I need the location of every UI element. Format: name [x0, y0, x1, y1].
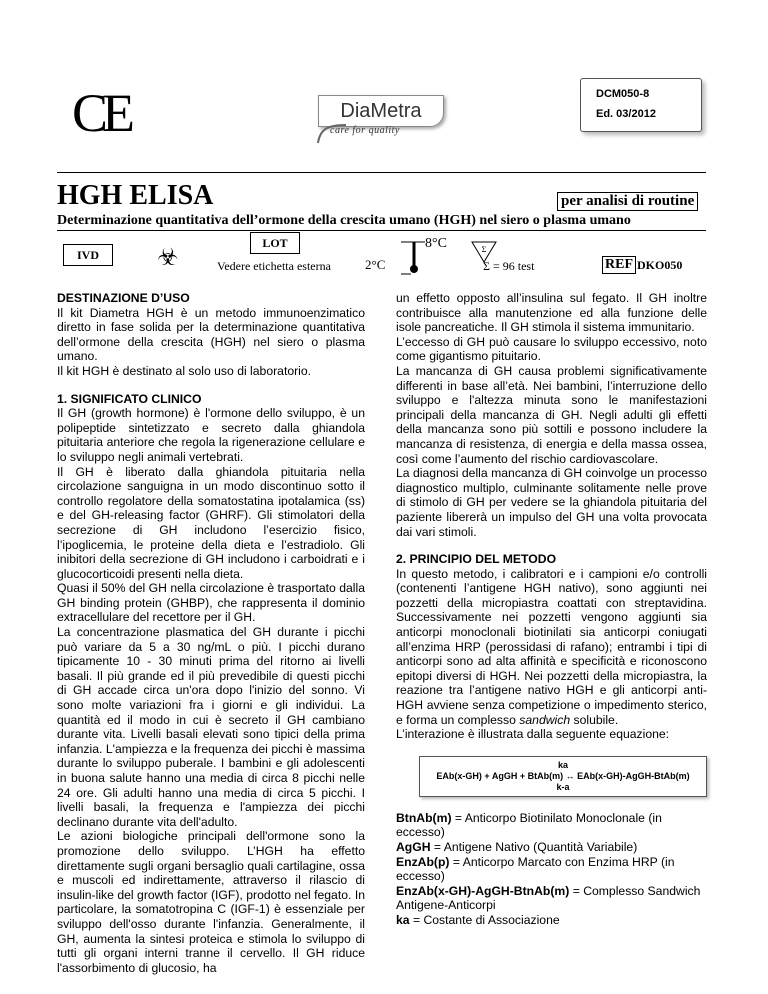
doc-edition: Ed. 03/2012 [596, 108, 656, 120]
legend-def: = Anticorpo Marcato con Enzima HRP (in eccesso) [396, 854, 675, 884]
page-title: HGH ELISA [57, 180, 214, 211]
paragraph: Le azioni biologiche principali dell'ormone sono la promozione dello sviluppo. L’HGH ha effetto direttamente sugli organi bersaglio quali cartilagine, ossa e muscoli ed indirettamente, attraverso il rilascio di insulin-like del growth factor (IGF), prodotto nel fegato. In particolare, la somatotropina C (IGF-1) è essenziale per sviluppo dell'osso durante l'infanzia. Generalmente, il GH, aumenta la sintesi proteica e stimola lo sviluppo di tutti gli organi interni tranne il cervello. Il GH riduce l'assorbimento di glucosio, ha [57, 829, 365, 975]
right-column [396, 291, 707, 928]
left-column [57, 291, 365, 975]
paragraph: La mancanza di GH causa problemi significativamente differenti in base all’età. Nei bambini, l’interruzione dello sviluppo e l'altezza minuta sono le manifestazioni principali della mancanza di GH. Negli adulti gli effetti della mancanza sono più sottili e possono includere la mancanza di resistenza, di energia e della massa ossea, così come l’aumento del rischio cardiovascolare. [396, 363, 707, 466]
equation-k-a: k-a [556, 781, 570, 792]
lot-caption: Vedere etichetta esterna [217, 259, 331, 273]
doc-code: DCM050-8 [596, 88, 650, 100]
logo-name: DiaMetra [318, 95, 444, 127]
equation-box [419, 756, 707, 797]
legend-term: EnzAb(x-GH)-AgGH-BtnAb(m) [396, 883, 570, 898]
ref-code: DKO050 [637, 258, 683, 272]
paragraph: Il kit Diametra HGH è un metodo immunoenzimatico diretto in fase solida per la determinazione quantitativa dell’ormone della crescita (HGH) nel siero o plasma umano. [57, 305, 365, 364]
text-run: In questo metodo, i calibratori e i campioni e/o controlli (contenenti l’antigene HGH nativo), sono aggiunti nei pozzetti della micropiastra coattati con streptavidina. Successivamente nei pozzetti vengono aggiunti sia anticorpi monoclonali biotinilati sia anticorpi coniugati all’enzima HRP (perossidasi di rafano); entrambi i tipi di anticorpi sono ad alta affinità e specificità e riconoscono epitopi diversi di HGH. Nei pozzetti della micropiastra, la reazione tra l’antigene nativo HGH e gli anticorpi anti-HGH avviene senza competizione o impedimento sterico, e forma un complesso [396, 566, 707, 727]
section-title-clinical-significance: 1. SIGNIFICATO CLINICO [57, 391, 202, 406]
legend-term: EnzAb(p) [396, 854, 450, 869]
section-title-method-principle: 2. PRINCIPIO DEL METODO [396, 552, 557, 567]
paragraph: Il kit HGH è destinato al solo uso di laboratorio. [57, 363, 312, 378]
legend-def: = Complesso Sandwich Antigene-Anticorpi [396, 883, 701, 913]
legend-term: BtnAb(m) [396, 810, 452, 825]
temp-high: 8°C [425, 236, 447, 251]
document-code-box [580, 78, 702, 132]
legend-def: = Anticorpo Biotinilato Monoclonale (in eccesso) [396, 810, 662, 840]
sigma-glyph: Σ [481, 245, 487, 254]
tests-count: Σ = 96 test [483, 259, 535, 273]
equation-ka: ka [557, 759, 568, 770]
section-title-intended-use: DESTINAZIONE D’USO [57, 291, 190, 305]
page-subtitle: Determinazione quantitativa dell’ormone della crescita umano (HGH) nel siero o plasma umano [57, 213, 631, 228]
paragraph: Il GH (growth hormone) è l'ormone dello sviluppo, è un polipeptide sintetizzato e secreto dalla ghiandola pituitaria anteriore che regola la rigenerazione cellulare e lo sviluppo negli animali vertebrati. [57, 406, 365, 464]
paragraph: L’interazione è illustrata dalla seguente equazione: [396, 727, 670, 742]
paragraph: La concentrazione plasmatica del GH durante i picchi può variare da 5 a 30 ng/mL o più. I picchi durano tipicamente 10 - 30 minuti prima del ritorno ai livelli basali. Il più grande ed il più prevedibile di questi picchi di GH accade circa un'ora dopo l'inizio del sonno. Vi sono molte variazioni fra i giorni e gli individui. La quantità ed il modo in cui è secreto il GH cambiano durante vita. Livelli basali elevati sono tipici della prima infanzia. L'ampiezza e la frequenza dei picchi è massima durante lo sviluppo puberale. I bambini e gli adolescenti in buona salute hanno una media di circa 8 picchi nelle 24 ore. Gli adulti hanno una media di circa 5 picchi. I livelli basali, la frequenza e l'ampiezza dei picchi declinano durante vita dell'adulto. [57, 625, 365, 829]
legend-item [396, 913, 707, 928]
equation-legend [396, 811, 707, 928]
paragraph: La diagnosi della mancanza di GH coinvolge un processo diagnostico multiplo, culminante solitamente nelle prove di stimolo di GH per vedere se la ghiandola pituitaria del paziente libererà un impulso del GH una volta provocata dai vari stimoli. [396, 466, 707, 539]
biohazard-icon: ☣ [157, 244, 179, 271]
text-run: solubile. [570, 712, 619, 727]
divider-subtitle [57, 230, 706, 231]
paragraph: Il GH è liberato dalla ghiandola pituitaria nella circolazione sanguigna in un modo discontinuo sotto il controllo regolatore della somatostatina ipotalamica (ss) e del GH-releasing factor (GHRF). Gli stimolatori della secrezione di GH includono l’esercizio fisico, l’ipoglicemia, le proteine della dieta e l’estradiolo. Gli inibitori della secrezione di GH includono i carboidrati e i glucocorticoidi presenti nella dieta. [57, 464, 365, 581]
divider-top [57, 172, 706, 173]
temp-low: 2°C [365, 257, 386, 272]
equation-main: EAb(x-GH) + AgGH + BtAb(m) ↔ EAb(x-GH)-AgGH-BtAb(m) [436, 770, 690, 781]
paragraph: L’eccesso di GH può causare lo sviluppo eccessivo, noto come gigantismo pituitario. [396, 334, 707, 364]
legend-item [396, 811, 707, 840]
paragraph: Quasi il 50% del GH nella circolazione è trasportato dalla GH binding protein (GHBP), che rappresenta il dominio extracellulare del recettore per il GH. [57, 581, 365, 625]
routine-badge: per analisi di routine [557, 192, 698, 211]
paragraph [396, 567, 707, 728]
ivd-symbol: IVD [63, 244, 113, 266]
text-emphasis: sandwich [519, 712, 571, 727]
lot-symbol: LOT [250, 232, 300, 254]
legend-def: = Antigene Nativo (Quantità Variabile) [430, 840, 638, 854]
diametra-logo [318, 95, 448, 143]
legend-term: AgGH [396, 840, 431, 854]
ref-symbol: REF [602, 256, 636, 274]
paragraph: un effetto opposto all’insulina sul fegato. Il GH inoltre contribuisce alla manutenzione ed alla funzione delle isole pancreatiche. Il GH stimola il sistema immunitario. [396, 291, 707, 335]
legend-def: = Costante di Associazione [409, 912, 560, 927]
legend-term: ka [396, 912, 410, 927]
logo-tagline: care for quality [330, 125, 400, 136]
legend-item [396, 855, 707, 884]
ce-mark: CE [72, 83, 130, 143]
legend-item [396, 884, 707, 913]
legend-item [396, 840, 707, 855]
